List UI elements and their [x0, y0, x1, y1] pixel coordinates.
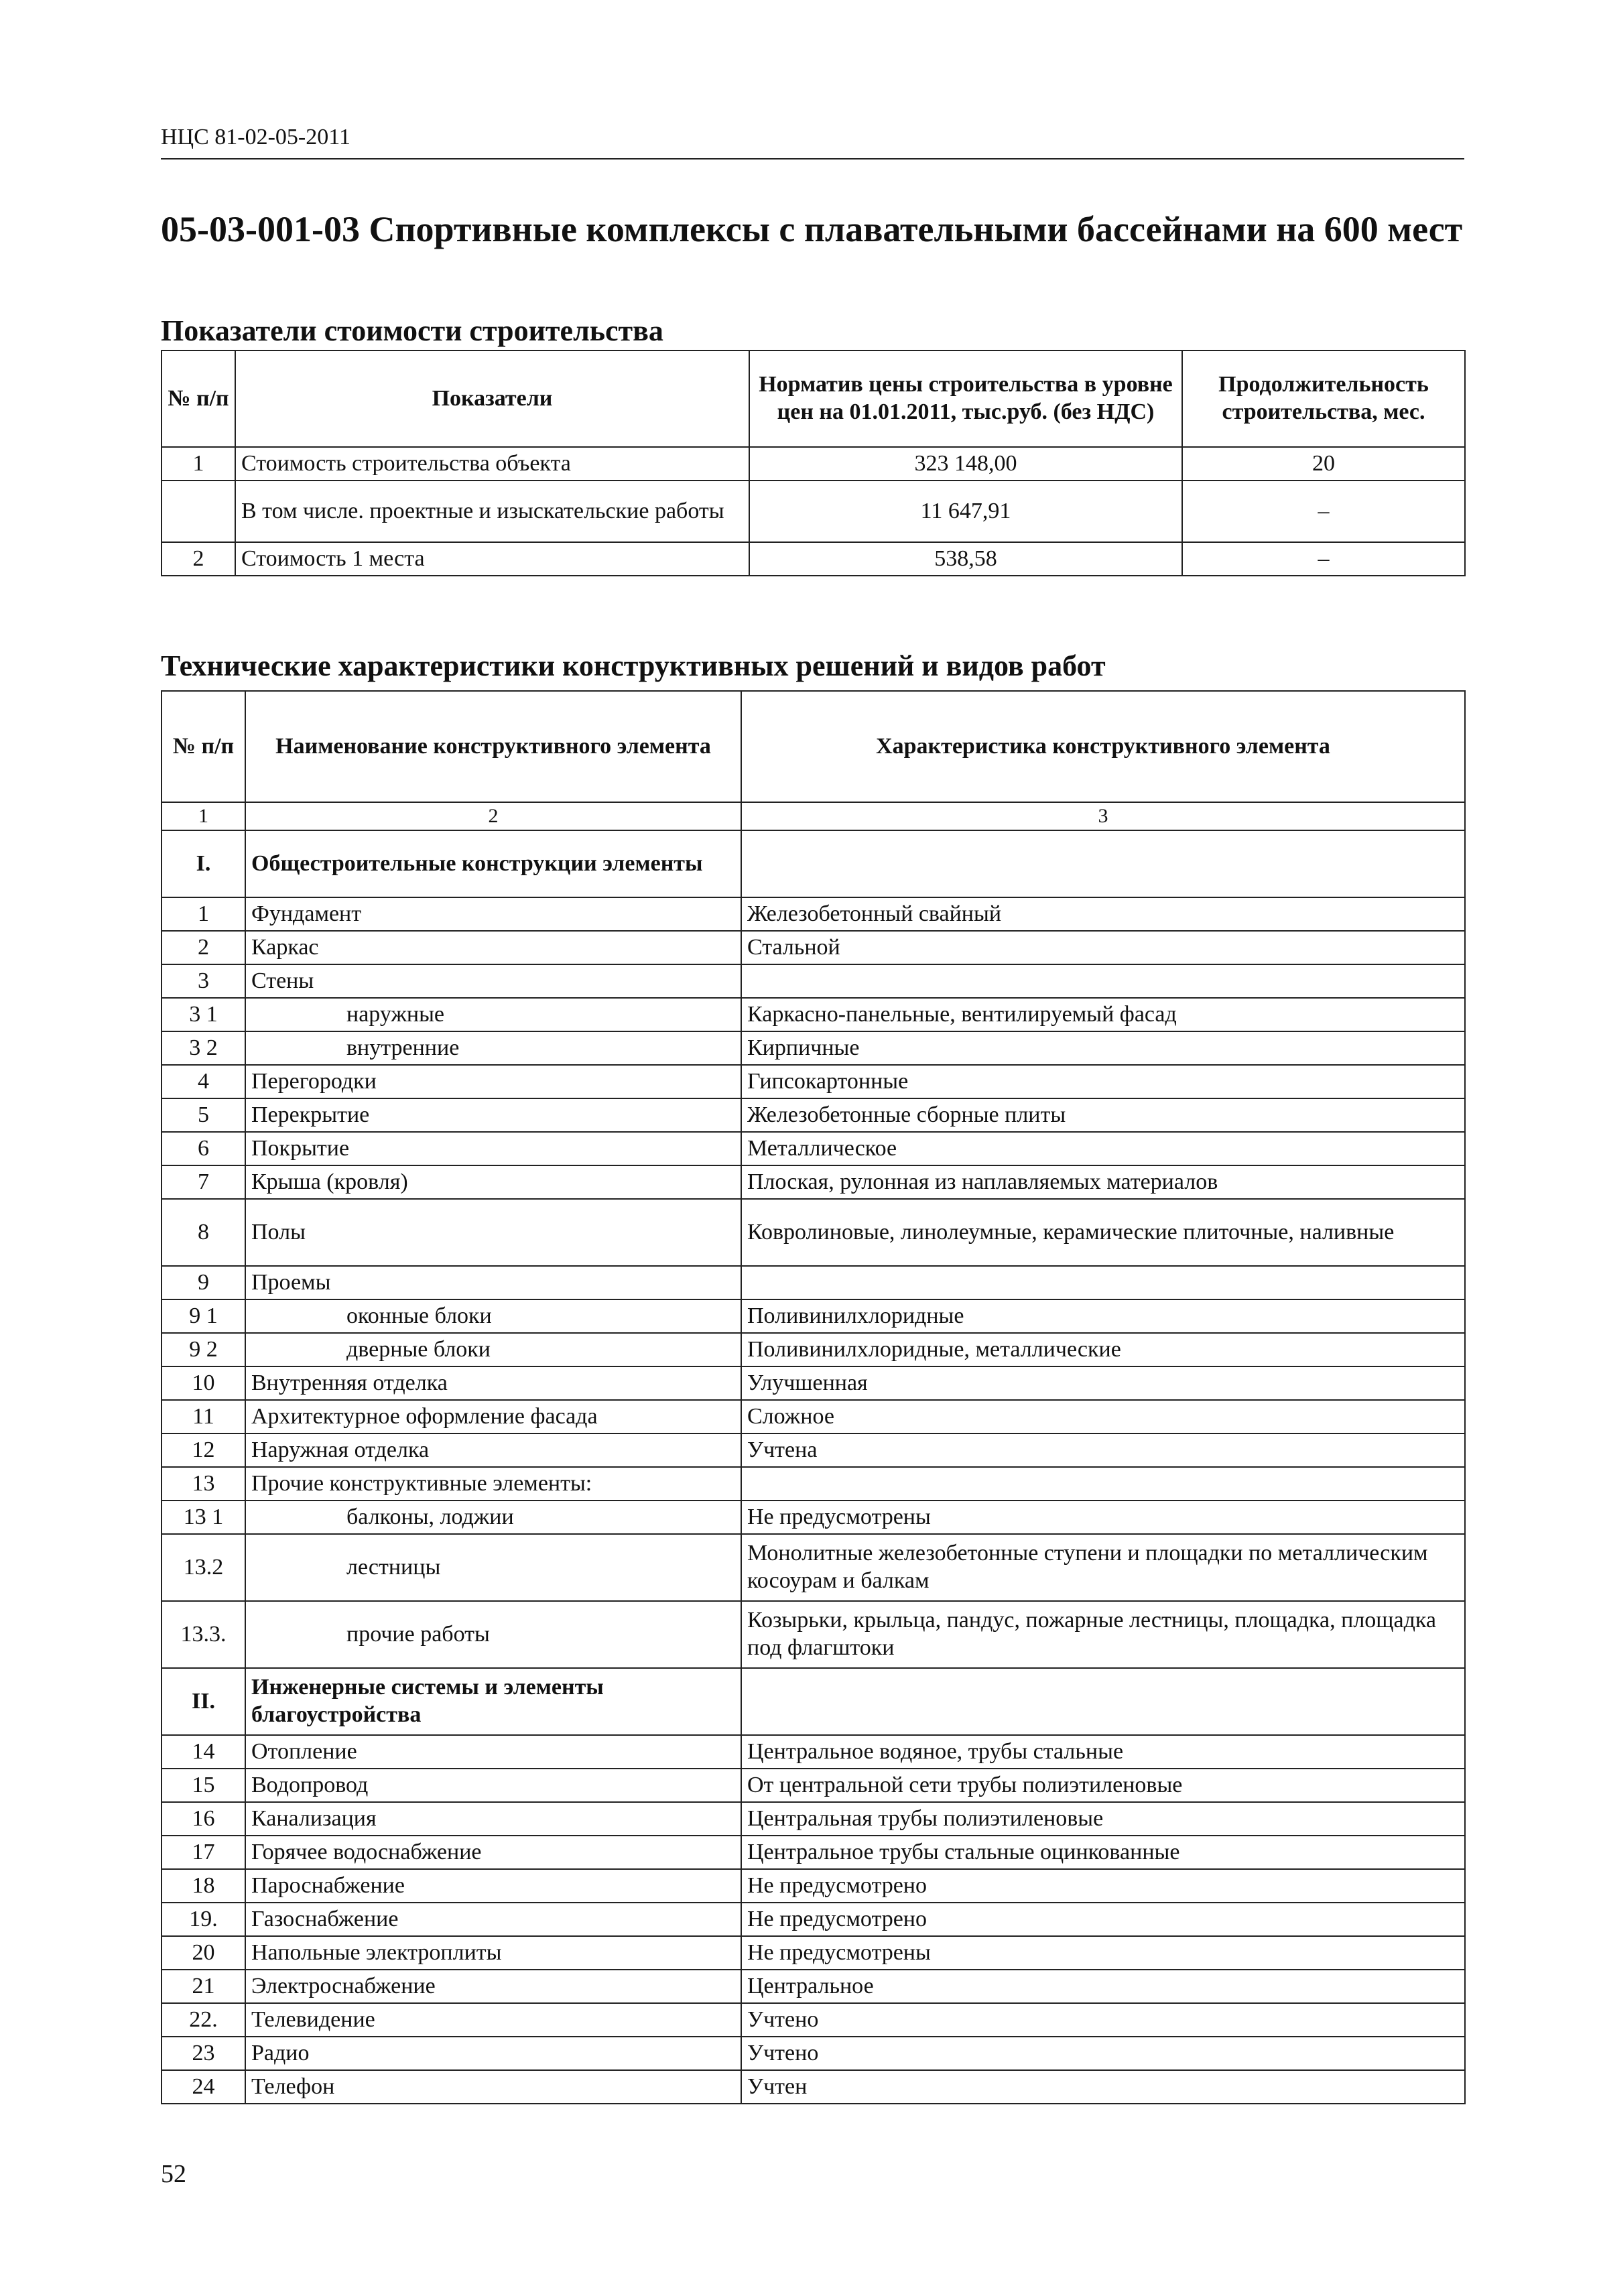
- table-row: [162, 1802, 1465, 1836]
- cost-section-title: Показатели стоимости строительства: [161, 314, 663, 347]
- header-divider: [161, 158, 1464, 160]
- row-characteristic: Плоская, рулонная из наплавляемых материалов: [741, 1165, 1465, 1199]
- row-characteristic: [741, 964, 1465, 998]
- row-name: В том числе. проектные и изыскательские работы: [235, 481, 749, 542]
- row-element-name: Электроснабжение: [245, 1970, 741, 2003]
- tech-section-title: Технические характеристики конструктивных решений и видов работ: [161, 649, 1106, 682]
- column-index: 3: [741, 802, 1465, 830]
- row-characteristic: Поливинилхлоридные, металлические: [741, 1333, 1465, 1366]
- table-row: [162, 931, 1465, 964]
- row-num: 5: [162, 1098, 245, 1132]
- col-header-duration: Продолжительность строительства, мес.: [1182, 350, 1465, 447]
- col-header-num: № п/п: [162, 350, 235, 447]
- table-row: [162, 1501, 1465, 1534]
- row-characteristic: Не предусмотрены: [741, 1936, 1465, 1970]
- row-element-name: дверные блоки: [245, 1333, 741, 1366]
- row-num: 4: [162, 1065, 245, 1098]
- row-characteristic: [741, 830, 1465, 897]
- row-name: Стоимость строительства объекта: [235, 447, 749, 481]
- row-num: 19.: [162, 1903, 245, 1936]
- row-num: 21: [162, 1970, 245, 2003]
- row-value: 538,58: [749, 542, 1182, 576]
- row-num: 22.: [162, 2003, 245, 2037]
- row-element-name: Газоснабжение: [245, 1903, 741, 1936]
- row-characteristic: От центральной сети трубы полиэтиленовые: [741, 1769, 1465, 1802]
- row-characteristic: Монолитные железобетонные ступени и площадки по металлическим косоурам и балкам: [741, 1534, 1465, 1601]
- row-element-name: Напольные электроплиты: [245, 1936, 741, 1970]
- table-row: [162, 1165, 1465, 1199]
- row-characteristic: Не предусмотрены: [741, 1501, 1465, 1534]
- row-characteristic: Центральная трубы полиэтиленовые: [741, 1802, 1465, 1836]
- row-element-name: Общестроительные конструкции элементы: [245, 830, 741, 897]
- row-element-name: прочие работы: [245, 1601, 741, 1668]
- row-num: 2: [162, 542, 235, 576]
- row-characteristic: Учтено: [741, 2037, 1465, 2070]
- row-characteristic: Центральное водяное, трубы стальные: [741, 1735, 1465, 1769]
- row-element-name: внутренние: [245, 1031, 741, 1065]
- row-element-name: Отопление: [245, 1735, 741, 1769]
- row-num: 20: [162, 1936, 245, 1970]
- row-element-name: наружные: [245, 998, 741, 1031]
- table-row: [162, 1132, 1465, 1165]
- row-element-name: Пароснабжение: [245, 1869, 741, 1903]
- table-row: [162, 1936, 1465, 1970]
- row-num: 18: [162, 1869, 245, 1903]
- col-header-norm: Норматив цены строительства в уровне цен на 01.01.2011, тыс.руб. (без НДС): [749, 350, 1182, 447]
- row-characteristic: Железобетонный свайный: [741, 897, 1465, 931]
- row-element-name: Архитектурное оформление фасада: [245, 1400, 741, 1433]
- row-characteristic: Каркасно-панельные, вентилируемый фасад: [741, 998, 1465, 1031]
- row-num: 11: [162, 1400, 245, 1433]
- page-number: 52: [161, 2160, 186, 2188]
- row-num: II.: [162, 1668, 245, 1735]
- table-row: [162, 1735, 1465, 1769]
- row-characteristic: Центральное трубы стальные оцинкованные: [741, 1836, 1465, 1869]
- row-characteristic: Не предусмотрено: [741, 1903, 1465, 1936]
- row-num: 9: [162, 1266, 245, 1299]
- row-num: 24: [162, 2070, 245, 2104]
- row-characteristic: Поливинилхлоридные: [741, 1299, 1465, 1333]
- row-characteristic: Учтен: [741, 2070, 1465, 2104]
- row-element-name: Инженерные системы и элементы благоустройства: [245, 1668, 741, 1735]
- col-header-characteristic: Характеристика конструктивного элемента: [741, 691, 1465, 802]
- table-row: [162, 1903, 1465, 1936]
- row-element-name: Полы: [245, 1199, 741, 1266]
- row-element-name: Фундамент: [245, 897, 741, 931]
- row-element-name: Внутренняя отделка: [245, 1366, 741, 1400]
- row-num: 13.3.: [162, 1601, 245, 1668]
- row-num: 3 2: [162, 1031, 245, 1065]
- row-element-name: Телевидение: [245, 2003, 741, 2037]
- row-duration: –: [1182, 542, 1465, 576]
- row-element-name: Каркас: [245, 931, 741, 964]
- col-header-element: Наименование конструктивного элемента: [245, 691, 741, 802]
- row-element-name: Водопровод: [245, 1769, 741, 1802]
- table-row: [162, 2037, 1465, 2070]
- table-row: [162, 1266, 1465, 1299]
- row-element-name: Радио: [245, 2037, 741, 2070]
- row-element-name: Проемы: [245, 1266, 741, 1299]
- row-characteristic: [741, 1668, 1465, 1735]
- col-header-indicator: Показатели: [235, 350, 749, 447]
- table-row: [162, 1433, 1465, 1467]
- row-num: 12: [162, 1433, 245, 1467]
- row-num: 9 1: [162, 1299, 245, 1333]
- row-element-name: Наружная отделка: [245, 1433, 741, 1467]
- column-index-row: [162, 802, 1465, 830]
- row-duration: 20: [1182, 447, 1465, 481]
- row-characteristic: Учтена: [741, 1433, 1465, 1467]
- col-header-num: № п/п: [162, 691, 245, 802]
- table-row: [162, 1299, 1465, 1333]
- table-row: [162, 2003, 1465, 2037]
- row-characteristic: Кирпичные: [741, 1031, 1465, 1065]
- column-index: 1: [162, 802, 245, 830]
- row-characteristic: Сложное: [741, 1400, 1465, 1433]
- row-characteristic: Железобетонные сборные плиты: [741, 1098, 1465, 1132]
- table-row: [162, 1098, 1465, 1132]
- row-characteristic: [741, 1266, 1465, 1299]
- tech-table-header: [162, 691, 1465, 802]
- row-num: 13 1: [162, 1501, 245, 1534]
- table-row: [162, 481, 1465, 542]
- document-code: НЦС 81-02-05-2011: [161, 125, 350, 149]
- row-element-name: Прочие конструктивные элементы:: [245, 1467, 741, 1501]
- row-element-name: Стены: [245, 964, 741, 998]
- row-characteristic: Стальной: [741, 931, 1465, 964]
- row-characteristic: Металлическое: [741, 1132, 1465, 1165]
- table-row: [162, 830, 1465, 897]
- row-characteristic: Учтено: [741, 2003, 1465, 2037]
- row-num: 8: [162, 1199, 245, 1266]
- row-num: [162, 481, 235, 542]
- row-element-name: Перегородки: [245, 1065, 741, 1098]
- row-characteristic: Козырьки, крыльца, пандус, пожарные лестницы, площадка, площадка под флагштоки: [741, 1601, 1465, 1668]
- table-row: [162, 447, 1465, 481]
- row-characteristic: [741, 1467, 1465, 1501]
- row-element-name: Телефон: [245, 2070, 741, 2104]
- page-title: 05-03-001-03 Спортивные комплексы с плавательными бассейнами на 600 мест: [161, 209, 1463, 249]
- tech-table: [161, 690, 1466, 2104]
- row-element-name: Горячее водоснабжение: [245, 1836, 741, 1869]
- table-row: [162, 1601, 1465, 1668]
- row-characteristic: Центральное: [741, 1970, 1465, 2003]
- table-row: [162, 1970, 1465, 2003]
- row-num: 3: [162, 964, 245, 998]
- row-num: 1: [162, 897, 245, 931]
- table-row: [162, 1534, 1465, 1601]
- row-element-name: лестницы: [245, 1534, 741, 1601]
- row-num: 7: [162, 1165, 245, 1199]
- table-row: [162, 1199, 1465, 1266]
- table-row: [162, 1668, 1465, 1735]
- table-row: [162, 1467, 1465, 1501]
- table-row: [162, 1333, 1465, 1366]
- table-row: [162, 2070, 1465, 2104]
- table-row: [162, 1366, 1465, 1400]
- row-element-name: Перекрытие: [245, 1098, 741, 1132]
- row-num: I.: [162, 830, 245, 897]
- row-num: 14: [162, 1735, 245, 1769]
- table-row: [162, 1836, 1465, 1869]
- row-num: 15: [162, 1769, 245, 1802]
- table-row: [162, 1065, 1465, 1098]
- row-num: 23: [162, 2037, 245, 2070]
- row-num: 9 2: [162, 1333, 245, 1366]
- row-num: 13: [162, 1467, 245, 1501]
- row-name: Стоимость 1 места: [235, 542, 749, 576]
- row-characteristic: Не предусмотрено: [741, 1869, 1465, 1903]
- row-num: 2: [162, 931, 245, 964]
- row-num: 13.2: [162, 1534, 245, 1601]
- table-row: [162, 964, 1465, 998]
- table-row: [162, 542, 1465, 576]
- row-element-name: оконные блоки: [245, 1299, 741, 1333]
- row-characteristic: Улучшенная: [741, 1366, 1465, 1400]
- cost-table-header: [162, 350, 1465, 447]
- row-element-name: Покрытие: [245, 1132, 741, 1165]
- row-num: 3 1: [162, 998, 245, 1031]
- table-row: [162, 1031, 1465, 1065]
- table-row: [162, 1769, 1465, 1802]
- row-characteristic: Ковролиновые, линолеумные, керамические плиточные, наливные: [741, 1199, 1465, 1266]
- row-duration: –: [1182, 481, 1465, 542]
- table-row: [162, 1869, 1465, 1903]
- row-element-name: балконы, лоджии: [245, 1501, 741, 1534]
- table-row: [162, 998, 1465, 1031]
- row-num: 6: [162, 1132, 245, 1165]
- row-num: 16: [162, 1802, 245, 1836]
- cost-table: [161, 350, 1466, 576]
- row-num: 1: [162, 447, 235, 481]
- row-num: 17: [162, 1836, 245, 1869]
- row-element-name: Крыша (кровля): [245, 1165, 741, 1199]
- row-characteristic: Гипсокартонные: [741, 1065, 1465, 1098]
- row-value: 11 647,91: [749, 481, 1182, 542]
- table-row: [162, 897, 1465, 931]
- row-element-name: Канализация: [245, 1802, 741, 1836]
- row-value: 323 148,00: [749, 447, 1182, 481]
- column-index: 2: [245, 802, 741, 830]
- table-row: [162, 1400, 1465, 1433]
- row-num: 10: [162, 1366, 245, 1400]
